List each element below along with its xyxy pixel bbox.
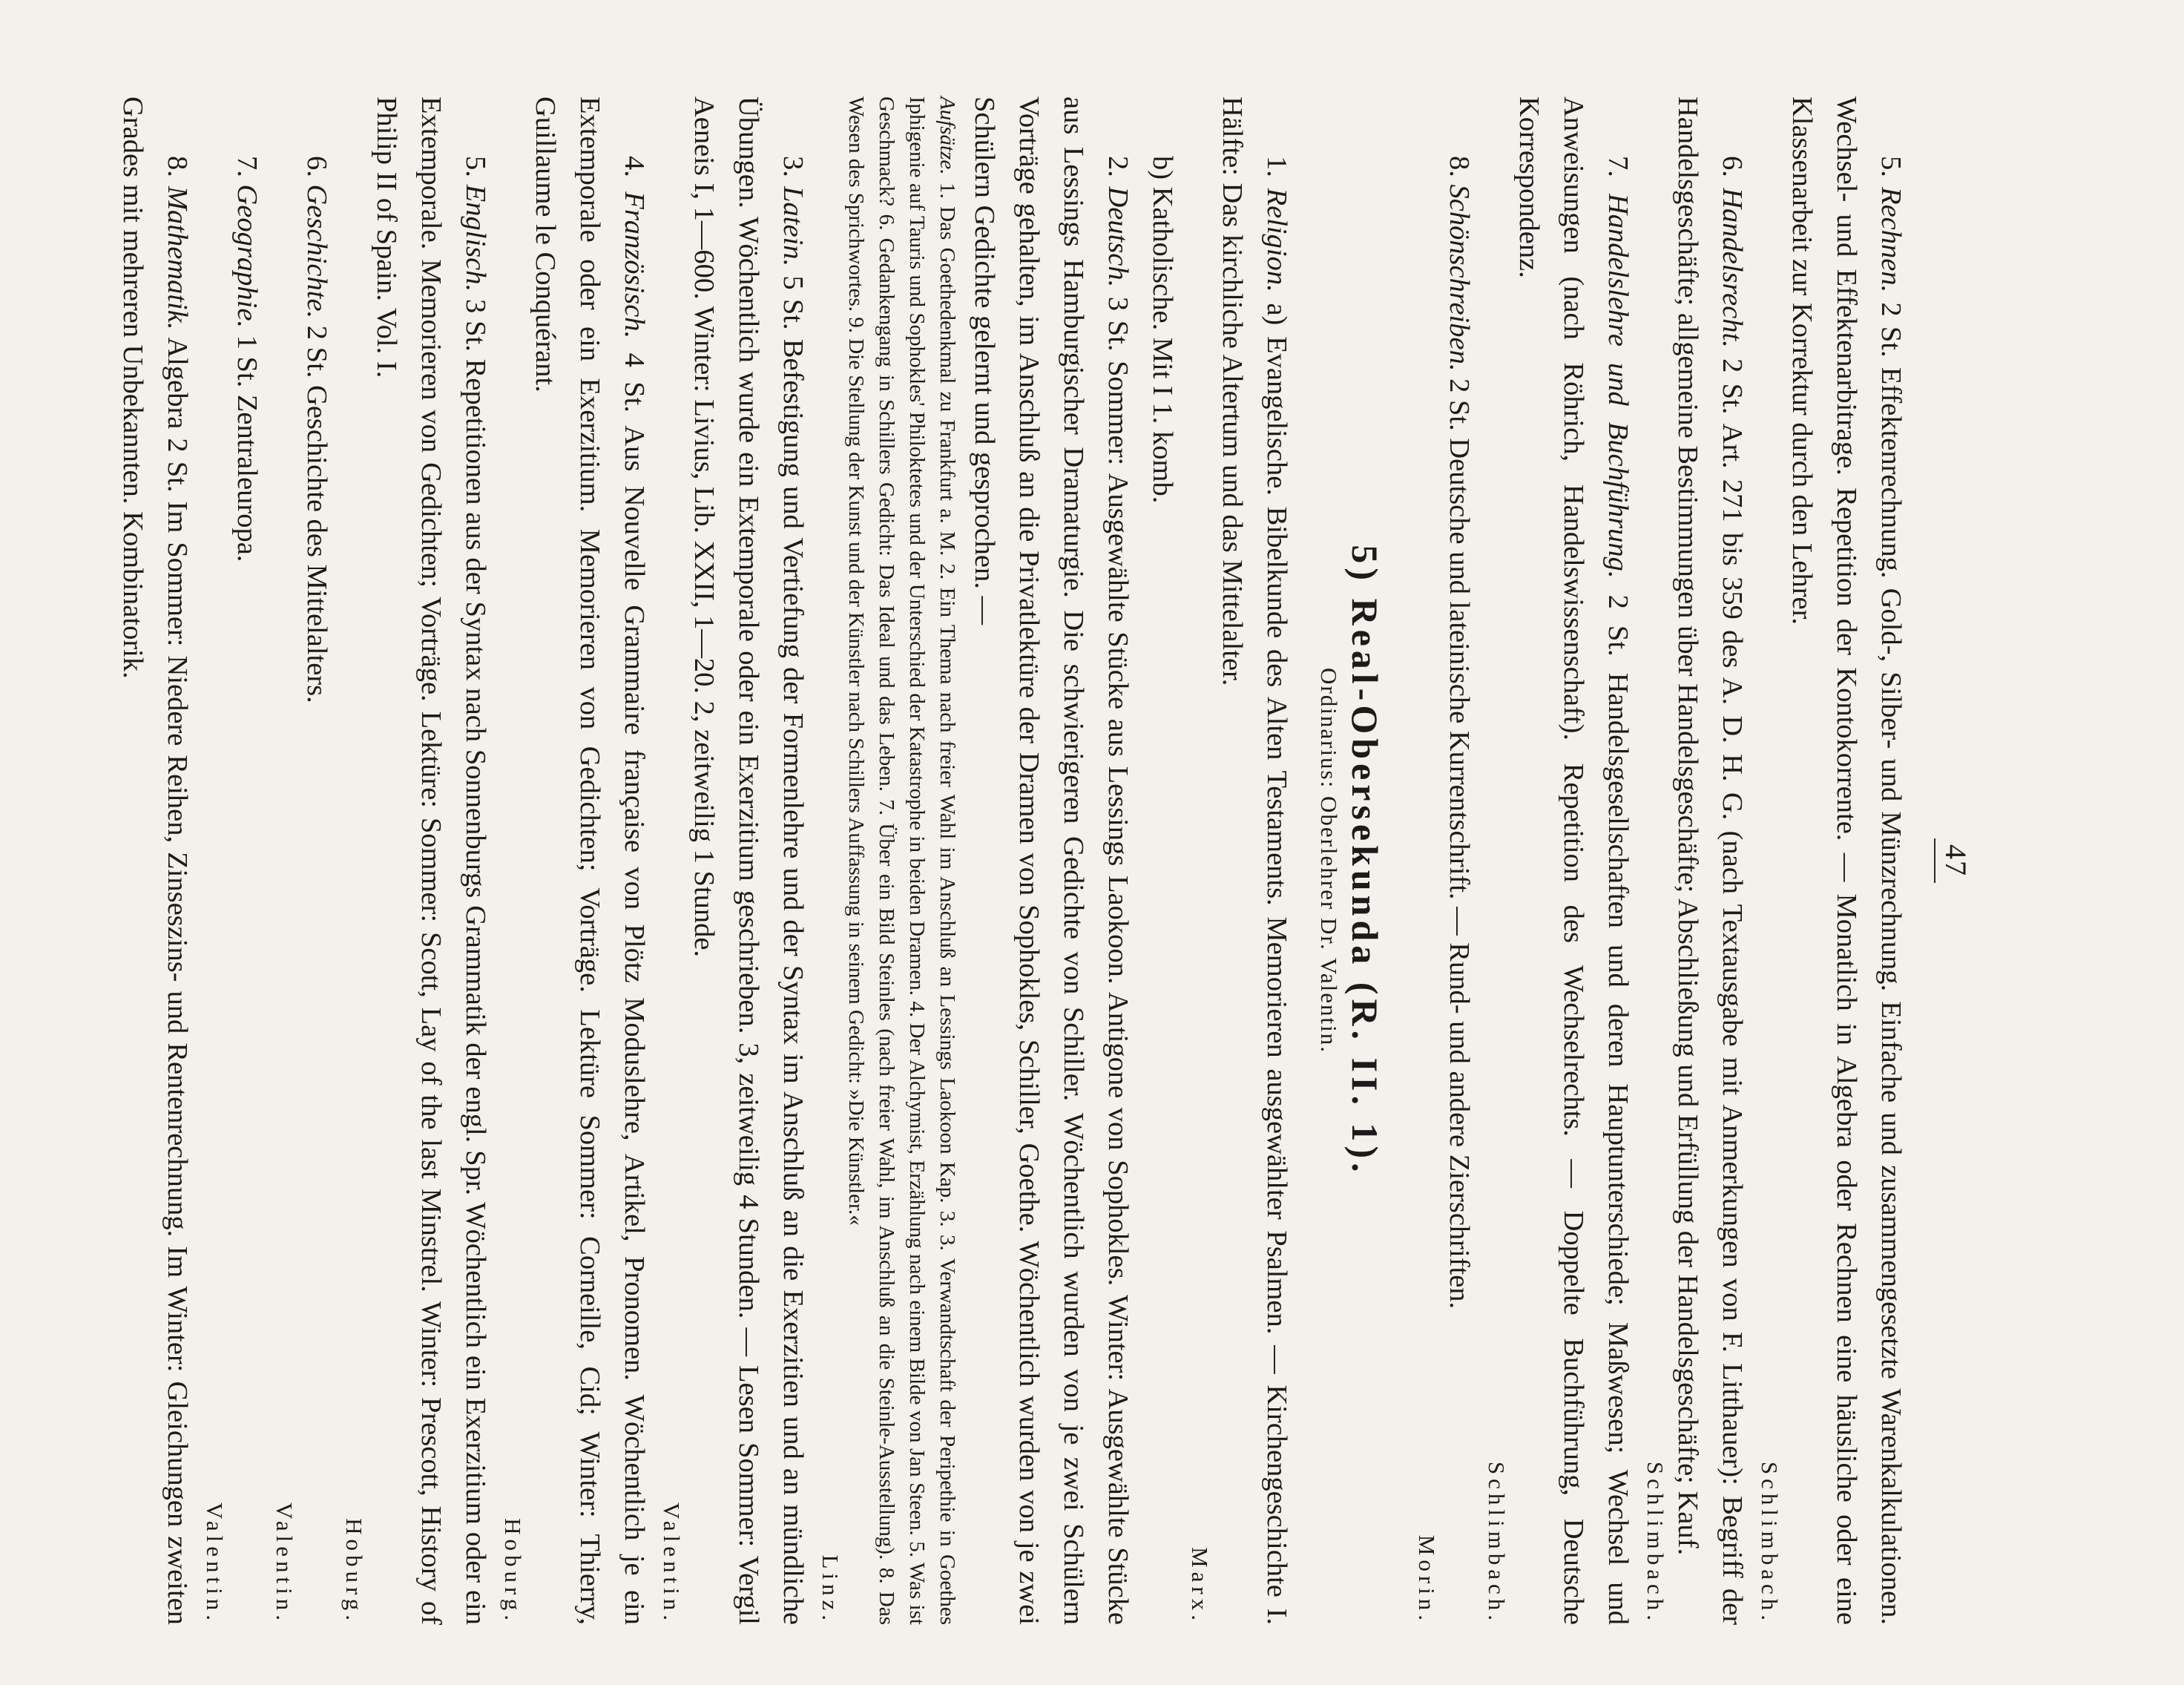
aufsaetze-label: Aufsätze. [935,96,959,175]
item-subject: Latein. [777,186,809,267]
item-number: 7. [231,156,263,177]
item-number: 3. [777,156,809,177]
item-mathematik [111,96,200,1625]
page-number-text: 47 [1939,844,1973,877]
item-number: 7. [1602,156,1634,177]
item-number: 8. [162,156,193,177]
item-number: 5. [460,156,491,177]
item-text: 2 St. Handelsgesellschaften und deren Hauptunterschiede; Maßwesen; Wechsel und Anweisungen (nach Röhrich, Handelswissenschaft). Repetition des Wechselrechts. — Doppelte Buchführung, Deutsche Korrespondenz. [1513,96,1634,1625]
section-ordinarius: Ordinarius: Oberlehrer Dr. Valentin. [1316,668,1342,1054]
item-number: 1. [1261,156,1292,177]
item-subject: Französisch. [619,191,650,339]
teacher-name: Valentin. [272,1502,297,1625]
item-number: 8. [1444,156,1475,177]
item-text: 2 St. Art. 271 bis 359 des A. D. H. G. (nach Textausgabe mit Anmerkungen von F. Litthauer): Begriff der Handelsgeschäfte; allgemeine Bestimmungen über Handelsgeschäfte; Abschließung und Erfüllung der Handelsgeschäfte; Kauf. [1672,96,1748,1626]
item-rechnen [1780,96,1913,1625]
item-text: 5 St. Befestigung und Vertiefung der Formenlehre und der Syntax im Anschluß an die Exerzitien und an mündliche Übungen. Wöchentlich wurde ein Extemporale oder ein Exerzitium geschrieben. 3, zeitweilig 4 Stunden. — Lesen Sommer: Vergil Aeneis I, 1—600. Winter: Livius, Lib. XXII, 1—20. 2, zeitweilig 1 Stunde. [688,96,809,1626]
item-subject: Geographie. [231,184,263,329]
item-handelsrecht [1665,96,1754,1625]
item-subject: Deutsch. [1102,186,1134,288]
page-number-rule [1934,838,1935,883]
aufsaetze-text: 1. Das Goethedenkmal zu Frankfurt a. M. 2. Ein Thema nach freier Wahl im Anschluß an Lessings Laokoon Kap. 3. 3. Verwandtschaft der Peripethie in Goethes Iphigenie auf Tauris und Sophokles' Philoktetes und der Unterschied der Katastrophe in beiden Dramen. 4. Der Alchymist, Erzählung nach einem Bilde von Jan Steen. 5. Was ist Geschmack? 6. Gedankengang in Schillers Gedicht: Das Ideal und das Leben. 7. Über ein Bild Steinles (nach freier Wahl, im Anschluß an die Steinle-Ausstellung). 8. Das Wesen des Sprichwortes. 9. Die Stellung der Kunst und der Künstler nach Schillers Auffassung in seinem Gedicht: »Die Künstler.« [844,96,959,1626]
item-handelslehre [1507,96,1640,1625]
item-text: 4 St. Aus Nouvelle Grammaire française von Plötz Moduslehre, Artikel, Pronomen. Wöchentlich je ein Extemporale oder ein Exerzitium. Memorieren von Gedichten; Vorträge. Lektüre Sommer: Corneille, Cid; Winter: Thierry, Guillaume le Conquérant. [530,96,650,1625]
item-text: 2 St. Effektenrechnung. Gold-, Silber- und Münzrechnung. Einfache und zusammengesetzte Warenkalkulationen. Wechsel- und Effektenarbitrage. Repetition der Kontokorrente. — Monatlich in Algebra oder Rechnen eine häusliche oder eine Klassenarbeit zur Korrektur durch den Lehrer. [1786,96,1907,1626]
item-subject: Schönschreiben. [1444,184,1475,372]
item-number: 5. [1875,156,1907,177]
item-subject: Handelslehre und Buchführung. [1602,193,1634,579]
item-number: 6. [1717,156,1748,177]
item-subject: Rechnen. [1875,187,1907,293]
item-subject: Handelsrecht. [1717,188,1748,348]
teacher-name: Morin. [1414,1534,1440,1625]
item-franzoesisch [523,96,657,1625]
item-text: Algebra 2 St. Im Sommer: Niedere Reihen, Zinseszins- und Rentenrechnung. Im Winter: Gleichungen zweiten Grades mit mehreren Unbekannten. Kombinatorik. [117,96,193,1626]
item-text: 1 St. Zentraleuropa. [231,335,263,562]
item-englisch [364,96,498,1625]
teacher-name: Linz. [818,1554,843,1625]
teacher-name: Schlimbach. [1484,1461,1510,1625]
teacher-name: Valentin. [202,1502,228,1625]
item-number: 4. [619,156,650,177]
section-title: 5) Real-Obersekunda (R. II. 1). [1344,545,1386,1177]
item-text: a) Evangelische. Bibelkunde des Alten Testaments. Memorieren ausgewählter Psalmen. — Kirchengeschichte I. Hälfte: Das kirchliche Altertum und das Mittelalter. [1217,96,1292,1626]
item-religion [1210,96,1299,1625]
item-subject: Englisch. [460,184,491,292]
item-text: 3 St. Repetitionen aus der Syntax nach Sonnenburgs Grammatik der engl. Spr. Wöchentlich ein Exerzitium oder ein Extemporale. Memorieren von Gedichten; Vorträge. Lektüre: Sommer: Scott, Lay of the last Minstrel. Winter: Prescott, History of Philip II of Spain. Vol. I. [371,96,491,1626]
teacher-name: Schlimbach. [1757,1461,1783,1625]
item-text: 2 St. Deutsche und lateinische Kurrentschrift. — Rund- und andere Zierschriften. [1444,378,1475,1310]
teacher-name: Valentin. [659,1502,685,1625]
item-geschichte [295,96,339,1625]
item-religion-catholic: b) Katholische. Mit I 1. komb. [1147,156,1178,504]
teacher-name: Hoburg. [500,1518,526,1625]
item-text: 3 St. Sommer: Ausgewählte Stücke aus Lessings Laokoon. Antigone von Sophokles. Winter: Ausgewählte Stücke aus Lessings Hamburgischer Dramaturgie. Die schwierigeren Gedichte von Schiller. Wöchentlich wurden von je zwei Schülern Vorträge gehalten, im Anschluß an die Privatlektüre der Dramen von Sophokles, Schiller, Goethe. Wöchentlich wurden von je zwei Schülern Gedichte gelernt und gesprochen. — [969,96,1134,1626]
rotated-text-block [117,96,1973,1626]
teacher-name: Marx. [1187,1547,1213,1625]
item-number: 2. [1102,156,1134,177]
item-subject: Mathematik. [162,185,193,330]
item-subject: Religion. [1261,188,1292,292]
item-schoenschreiben [1437,96,1481,1625]
item-geographie [225,96,269,1625]
teacher-name: Hoburg. [341,1518,367,1625]
page-number [1934,96,1973,1625]
item-deutsch [962,96,1140,1625]
item-number: 6. [301,156,332,177]
teacher-name: Schlimbach. [1642,1461,1668,1625]
item-latein [682,96,815,1625]
aufsaetze-list [841,96,962,1625]
item-text: 2 St. Geschichte des Mittelalters. [301,325,332,703]
item-subject: Geschichte. [301,184,332,319]
